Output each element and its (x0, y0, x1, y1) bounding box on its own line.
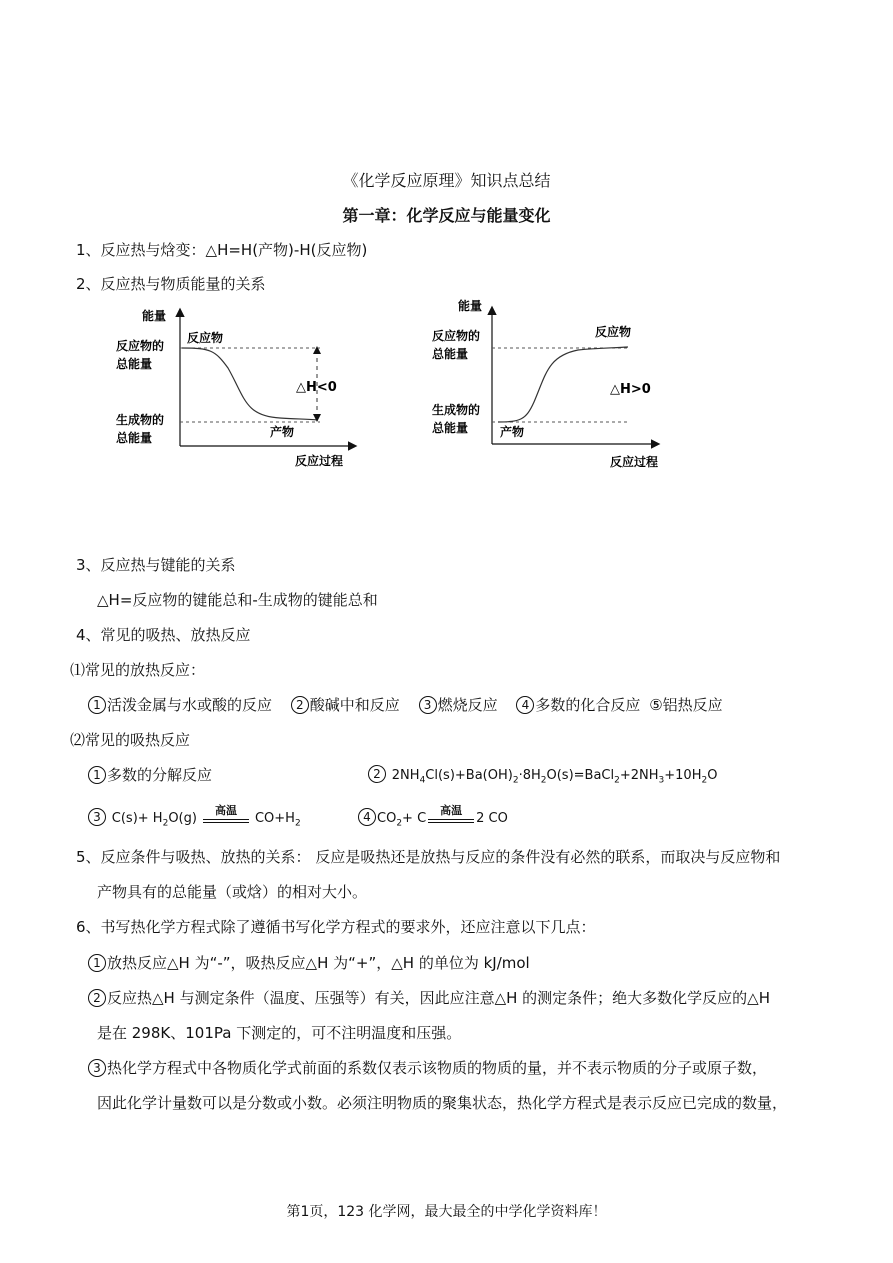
x-axis-label: 反应过程 (295, 454, 344, 468)
product-energy-label-1: 生成物的 (116, 413, 165, 427)
document-title: 《化学反应原理》知识点总结 (342, 171, 551, 190)
endothermic-item-2: 2 $2NH_4Cl(s)+Ba(OH)_2\cdot 8H_2O(s)=BaCl_2+2NH_3+10H_2O$ (368, 765, 717, 786)
reactant-energy-label-1: 反应物的 (116, 339, 165, 353)
product-label: 产物 (500, 425, 525, 439)
product-energy-label-2: 总能量 (116, 431, 153, 445)
product-energy-label-1: 生成物的 (432, 403, 481, 417)
note-2-continued: 是在 298K、101Pa 下测定的，可不注明温度和压强。 (97, 1024, 462, 1042)
reactant-label: 反应物 (187, 331, 224, 345)
exothermic-list (88, 694, 723, 715)
list-item: ⑤铝热反应 (649, 696, 723, 714)
reactant-energy-label-2: 总能量 (116, 357, 153, 371)
section-6: 6、书写热化学方程式除了遵循书写化学方程式的要求外，还应注意以下几点： (76, 918, 596, 936)
list-item: 4 多数的化合反应 (516, 696, 640, 714)
y-axis-label: 能量 (458, 299, 483, 313)
chapter-heading: 第一章：化学反应与能量变化 (342, 206, 551, 225)
section-3: 3、反应热与键能的关系 (76, 556, 236, 574)
y-axis-label: 能量 (142, 309, 167, 323)
bond-energy-formula: △H=反应物的键能总和-生成物的键能总和 (97, 591, 378, 609)
section-2: 2、反应热与物质能量的关系 (76, 275, 266, 293)
exothermic-energy-diagram (110, 298, 370, 478)
list-item: 1 活泼金属与水或酸的反应 (88, 696, 272, 714)
delta-h-label: △H>0 (610, 382, 651, 397)
product-energy-label-2: 总能量 (432, 421, 469, 435)
note-1: 1 放热反应△H 为“-”，吸热反应△H 为“+”，△H 的单位为 kJ/mol (88, 952, 530, 973)
reactant-label: 反应物 (595, 325, 632, 339)
energy-curve (498, 347, 628, 422)
list-item: 3 燃烧反应 (419, 696, 498, 714)
section-1: 1、反应热与焓变：△H=H(产物)-H(反应物) (76, 241, 368, 259)
reactant-energy-label-2: 总能量 (432, 347, 469, 361)
endothermic-item-3: 3 $C(s)+ H_2O(g)$ 高温 $CO+H_2$ (88, 808, 301, 829)
exothermic-heading: ⑴常见的放热反应： (70, 661, 206, 679)
endothermic-energy-diagram (428, 292, 688, 478)
endothermic-item-1: 1 多数的分解反应 (88, 764, 212, 785)
list-item: 2 酸碱中和反应 (291, 696, 400, 714)
section-4: 4、常见的吸热、放热反应 (76, 626, 251, 644)
note-3: 3 热化学方程式中各物质化学式前面的系数仅表示该物质的物质的量，并不表示物质的分子或原子数， (88, 1057, 767, 1078)
reactant-energy-label-1: 反应物的 (432, 329, 481, 343)
endothermic-item-4: 4 $CO_2+ C$ 高温 2 CO (358, 808, 508, 829)
product-label: 产物 (270, 425, 295, 439)
page-footer: 第1页，123 化学网，最大最全的中学化学资料库！ (286, 1204, 607, 1220)
delta-h-label: △H<0 (296, 380, 337, 395)
section-5: 5、反应条件与吸热、放热的关系： 反应是吸热还是放热与反应的条件没有必然的联系，而取决与反应物和 (76, 848, 781, 866)
note-3-continued: 因此化学计量数可以是分数或小数。必须注明物质的聚集状态，热化学方程式是表示反应已完成的数量， (97, 1094, 788, 1112)
note-2: 2 反应热△H 与测定条件（温度、压强等）有关，因此应注意△H 的测定条件；绝大多数化学反应的△H (88, 987, 770, 1008)
endothermic-heading: ⑵常见的吸热反应 (70, 731, 191, 749)
x-axis-label: 反应过程 (610, 455, 659, 469)
section-5-continued: 产物具有的总能量（或焓）的相对大小。 (97, 883, 368, 901)
